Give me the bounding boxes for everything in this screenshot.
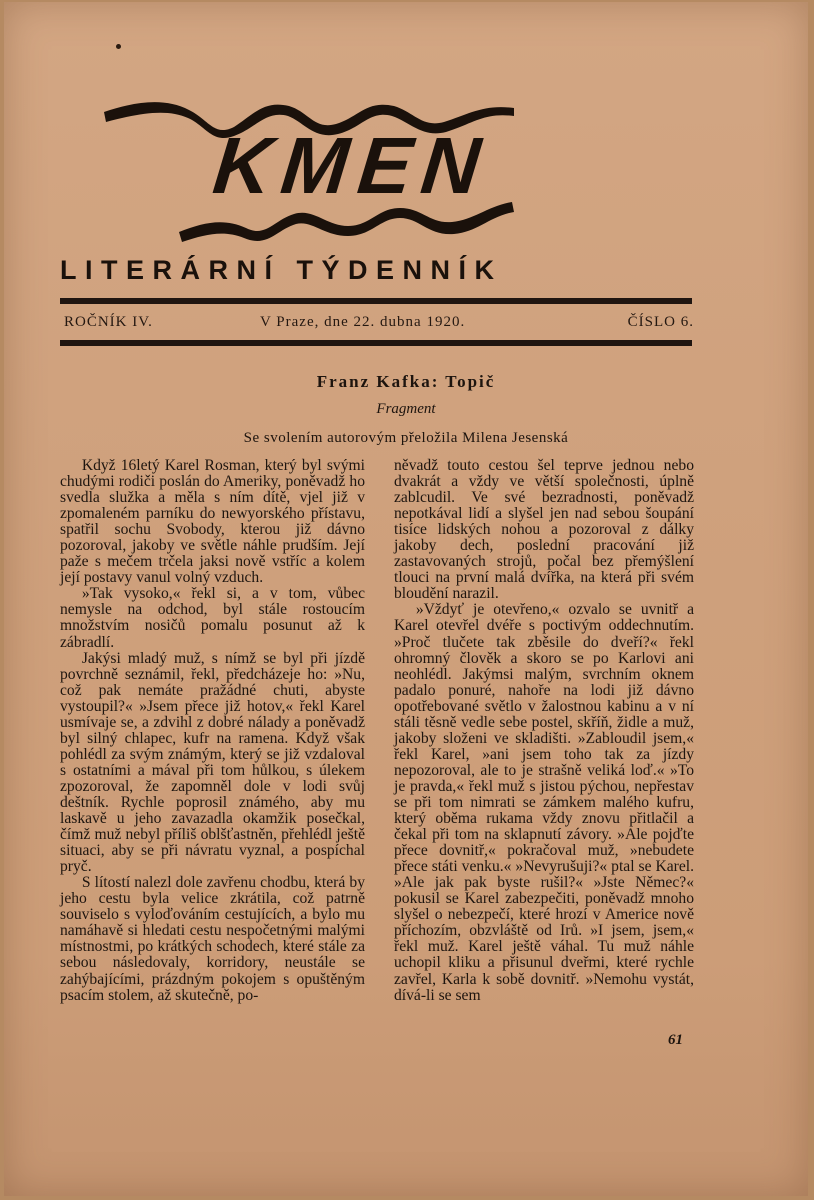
left-column [60, 458, 365, 1004]
paragraph: S lítostí nalezl dole zavřenu chodbu, která by jeho cestu byla velice zkrátila, což patrně souviselo s vyloďováním cestujících, a bylo mu namáhavě si hledati cestu nespočetnými malými místnostmi, po krátkých schodech, které stále za sebou následovaly, korridory, neustále se zahýbajícími, prázdným pokojem s opuštěným psacím stolem, až skutečně, po- [60, 874, 365, 1004]
issue-number: ČÍSLO 6. [627, 314, 694, 330]
paragraph: »Vždyť je otevřeno,« ozvalo se uvnitř a Karel otevřel dvéře s poctivým oddechnutím. »Proč tlučete tak zběsile do dveří?« řekl ohromný člověk a skoro se po Karlovi ani neohlédl. Jakýmsi malým, svrchním oknem padalo ponuré, nahoře na lodi již dávno opotřebované světlo v žalostnou kabinu a v ní stáli těsně vedle sebe postel, skříň, židle a muž, jakoby složeni ve skladišti. »Zabloudil jsem,« řekl Karel, »ani jsem toho tak za jízdy nepozoroval, ale to je strašně veliká loď.« »To je pravda,« řekl muž s jistou pýchou, nepřestav se při tom nimrati se zámkem malého kufru, který oběma rukama vždy znovu přitlačil a čekal při tom na sklapnutí závory. »Ale pojďte přece dovnitř,« pokračoval muž, »nebudete přece státi venku.« »Nevyrušuji?« ptal se Karel. »Ale jak pak byste rušil?« »Jste Němec?« pokusil se Karel zabezpečiti, poněvadž mnoho slyšel o nebezpečí, které hrozí v Americe nově příchozím, obzvláště od Irů. »I jsem, jsem,« řekl muž. Karel ještě váhal. Tu muž náhle uchopil kliku a přisunul dveřmi, které rychle zavřel, Karla k sobě dovnitř. »Nemohu vystát, dívá-li se sem [394, 601, 694, 1004]
top-rule [60, 298, 692, 304]
bottom-rule [60, 340, 692, 346]
article-credit: Se svolením autorovým přeložila Milena Jesenská [243, 430, 569, 446]
page-number: 61 [668, 1032, 683, 1048]
paragraph: Jakýsi mladý muž, s nímž se byl při jízdě povrchně seznámil, řekl, předcházeje ho: »Nu, což pak nemáte pražádné chuti, abyste vystoupil?« »Jsem přece již hotov,« řekl Karel usmívaje se, a zdvihl z dobré nálady a poněvadž byl silný chlapec, kufr na ramena. Když však pohlédl za svým známým, který se již vzdaloval s ostatními a mával při tom hůlkou, s úlekem zpozoroval, že zapomněl dole v lodi svůj deštník. Rychle poprosil známého, aby mu laskavě u jeho zavazadla okamžik posečkal, čímž muž nebyl příliš oblšťastněn, přehlédl ještě situaci, aby se při návratu vyznal, a pospíchal pryč. [60, 649, 365, 876]
masthead-subtitle: LITERÁRNÍ TÝDENNÍK [60, 255, 503, 285]
masthead [4, 2, 808, 330]
right-column [394, 458, 694, 1004]
article-subtitle: Fragment [376, 401, 436, 417]
place-date: V Praze, dne 22. dubna 1920. [260, 314, 466, 330]
volume-label: ROČNÍK IV. [64, 314, 153, 330]
paragraph: něvadž touto cestou šel teprve jednou nebo dvakrát a vždy ve větší společnosti, úplně zablcudil. Ve své bezradnosti, poněvadž nepotkával lidí a slyšel jen nad sebou šoupání tisíce lidských nohou a pozoroval z dálky jakoby dech, poslední pracování již zastavovaných strojů, počal bez přemýšlení tlouci na první malá dvířka, na která při svém bloudění narazil. [394, 457, 694, 603]
paragraph: »Tak vysoko,« řekl si, a v tom, vůbec nemysle na odchod, byl stále rostoucím množstvím nosičů pomalu posunut až k zábradlí. [60, 585, 365, 651]
ink-speck [116, 44, 121, 49]
masthead-title: KMEN [209, 121, 495, 210]
article-title: Franz Kafka: Topič [316, 372, 496, 391]
paragraph: Když 16letý Karel Rosman, který byl svými chudými rodiči poslán do Ameriky, poněvadž ho svedla služka a měla s ním dítě, vjel již v zpomaleném parníku do newyorského přístavu, spatřil sochu Svobody, kterou již dávno pozoroval, jakoby ve světle náhle prudším. Její paže s mečem trčela jaksi nově vstříc a kolem její postavy vanul volný vzduch. [60, 457, 365, 587]
newspaper-page [4, 2, 808, 1196]
